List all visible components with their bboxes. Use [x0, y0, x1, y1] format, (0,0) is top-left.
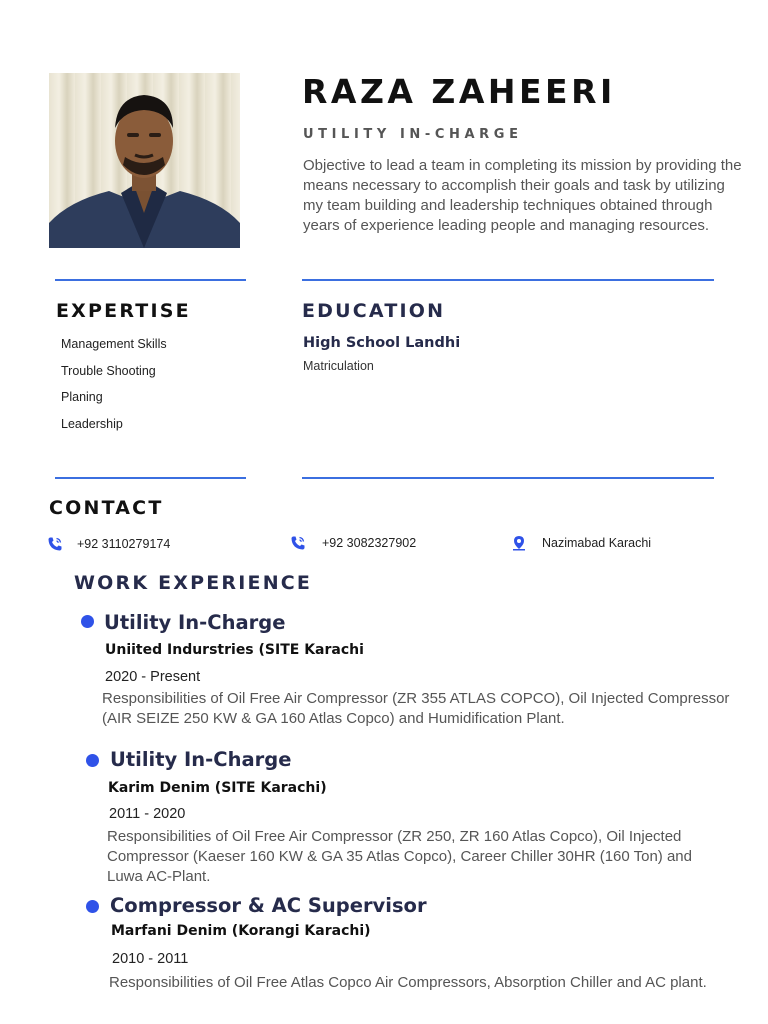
contact-location-text: Nazimabad Karachi [542, 536, 652, 550]
divider-left-bottom [55, 477, 246, 479]
objective-text: Objective to lead a team in completing its mission by providing the means necessary to accomplish their goals and task by utilizing my team building and leadership techniques obtained through years of experience leading people and managing resources. [303, 157, 742, 234]
job-company-1: Uniited Indurstries (SITE Karachi [105, 642, 364, 658]
job-bullet-3 [86, 900, 99, 913]
job-company-2: Karim Denim (SITE Karachi) [108, 780, 327, 796]
job-years-3: 2010 - 2011 [112, 951, 189, 967]
job-years-1: 2020 - Present [105, 669, 201, 685]
expertise-item: Leadership [61, 416, 123, 431]
phone-icon [290, 535, 306, 551]
contact-phone-2-text: +92 3082327902 [322, 536, 417, 550]
job-title-3: Compressor & AC Supervisor [110, 894, 427, 917]
expertise-item: Management Skills [61, 337, 167, 351]
contact-phone-1-text: +92 3110279174 [77, 537, 171, 551]
work-experience-heading: WORK EXPERIENCE [74, 572, 313, 594]
divider-right-bottom [302, 477, 714, 479]
portrait-illustration [49, 73, 240, 248]
education-level: Matriculation [303, 359, 374, 373]
job-title-1: Utility In-Charge [104, 611, 286, 634]
divider-left-top [55, 279, 246, 281]
location-pin-icon [511, 535, 527, 551]
education-school: High School Landhi [303, 335, 461, 351]
job-bullet-2 [86, 754, 99, 767]
candidate-name: RAZA ZAHEERI [302, 72, 616, 111]
expertise-item: Planing [61, 390, 103, 404]
profile-photo [49, 73, 240, 248]
job-years-2: 2011 - 2020 [109, 806, 186, 822]
expertise-list [61, 336, 167, 442]
contact-location[interactable] [511, 535, 651, 551]
contact-heading: CONTACT [49, 497, 164, 519]
contact-phone-2[interactable] [290, 535, 416, 551]
job-description-3: Responsibilities of Oil Free Atlas Copco Air Compressors, Absorption Chiller and AC plant. [109, 974, 707, 991]
job-role-subtitle: UTILITY IN-CHARGE [303, 127, 523, 142]
job-description-1: Responsibilities of Oil Free Air Compressor (ZR 355 ATLAS COPCO), Oil Injected Compressor (AIR SEIZE 250 KW & GA 160 Atlas Copco) and Humidification Plant. [102, 690, 730, 727]
job-bullet-1 [81, 615, 94, 628]
job-description-2: Responsibilities of Oil Free Air Compressor (ZR 250, ZR 160 Atlas Copco), Oil Injected Compressor (Kaeser 160 KW & GA 35 Atlas Copco), Career Chiller 30HR (160 Ton) and Luwa AC-Plant. [107, 828, 692, 885]
expertise-heading: EXPERTISE [56, 300, 191, 322]
job-title-2: Utility In-Charge [110, 748, 292, 771]
expertise-item: Trouble Shooting [61, 363, 156, 378]
job-company-3: Marfani Denim (Korangi Karachi) [111, 923, 371, 939]
divider-right-top [302, 279, 714, 281]
phone-icon [47, 536, 63, 552]
education-heading: EDUCATION [302, 300, 446, 322]
contact-phone-1[interactable] [47, 536, 170, 552]
